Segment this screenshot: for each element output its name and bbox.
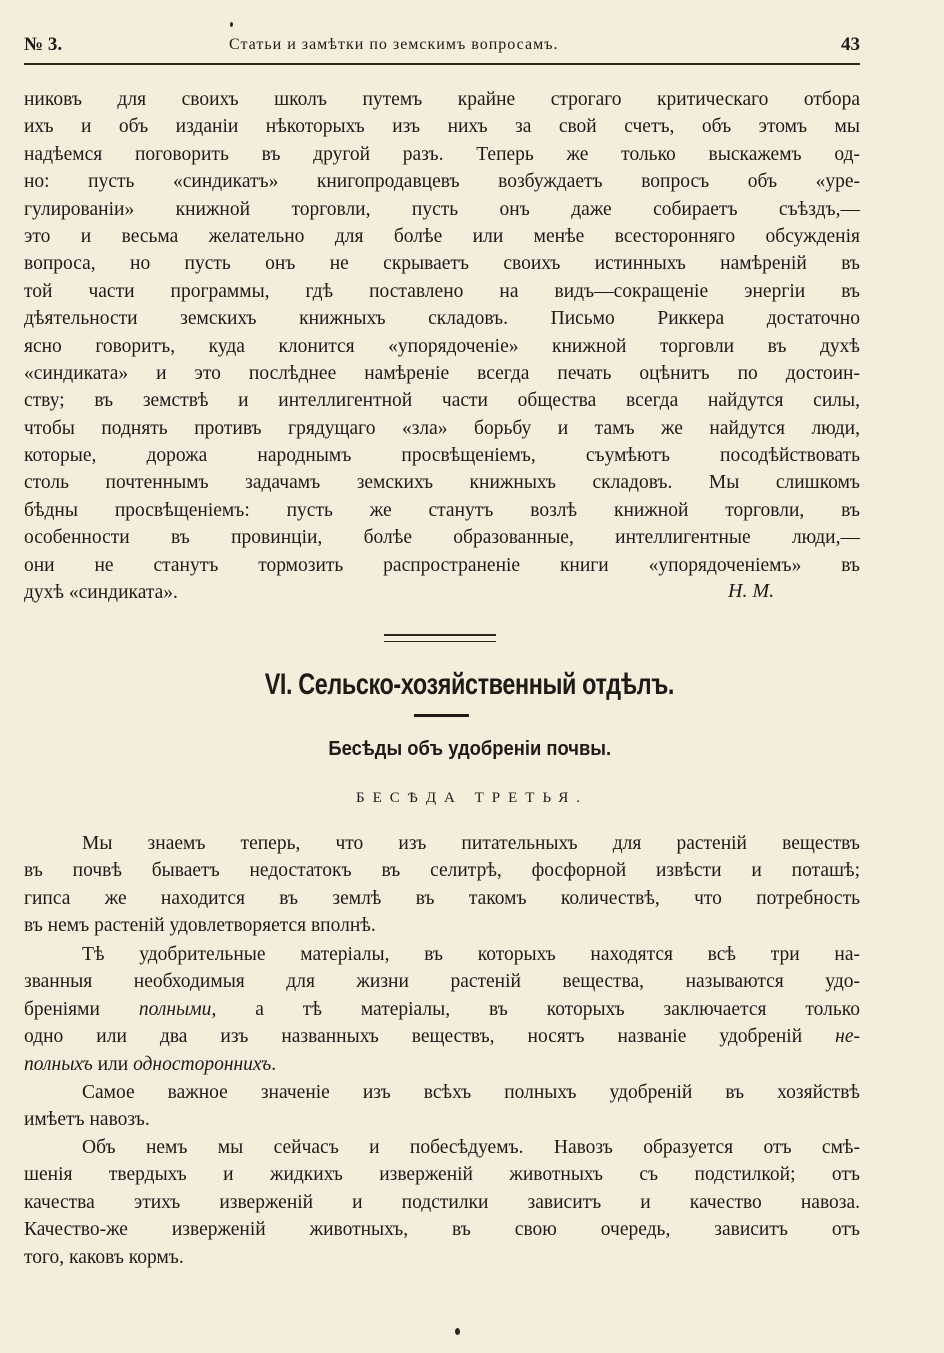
text-line: ству; въ земствѣ и интеллигентной части общества всегда найдутся силы, xyxy=(24,390,860,412)
text-line: шенія твердыхъ и жидкихъ изверженій животныхъ съ подстилкой; отъ xyxy=(24,1164,860,1186)
text-line: бѣдны просвѣщеніемъ: пусть же станутъ возлѣ книжной торговли, въ xyxy=(24,499,860,521)
paragraph-2 xyxy=(24,941,860,1078)
text-line: они не станутъ тормозить распространеніе книги «упорядоченіемъ» въ xyxy=(24,554,860,576)
text-line: того, каковъ кормъ. xyxy=(24,1246,184,1268)
text-line: имѣетъ навозъ. xyxy=(24,1109,150,1131)
talk-heading: БЕСѢДА ТРЕТЬЯ. xyxy=(355,790,589,806)
text-line: ихъ и объ изданіи нѣкоторыхъ изъ нихъ за свой счетъ, объ этомъ мы xyxy=(24,116,860,138)
header-title: Статьи и замѣтки по земскимъ вопросамъ. xyxy=(229,36,559,53)
article-ending xyxy=(24,86,860,606)
text-run: или xyxy=(92,1053,134,1075)
italic-term: полными xyxy=(138,998,212,1020)
header-rule xyxy=(24,63,860,65)
text-line: дѣятельности земскихъ книжныхъ складовъ. Письмо Риккера достаточно xyxy=(24,308,860,330)
paragraph-4 xyxy=(24,1134,860,1271)
section-divider xyxy=(384,634,496,642)
italic-term: не- xyxy=(835,1026,860,1048)
text-line: надѣемся поговорить въ другой разъ. Теперь же только выскажемъ од- xyxy=(24,143,860,165)
text-line: духѣ «синдиката». xyxy=(24,582,178,604)
page-number: 43 xyxy=(841,34,860,55)
text-line: но: пусть «синдикатъ» книгопродавцевъ возбуждаетъ вопросъ объ «уре- xyxy=(24,171,860,193)
text-line: особенности въ провинціи, болѣе образованные, интеллигентные люди,— xyxy=(24,527,860,549)
text-run: одно или два изъ названныхъ веществъ, носятъ названіе удобреній xyxy=(24,1026,836,1048)
paragraph-1 xyxy=(24,830,860,940)
italic-term: одностороннихъ xyxy=(133,1053,272,1075)
text-line: ясно говоритъ, куда клонится «упорядоченіе» книжной торговли въ духѣ xyxy=(24,335,860,357)
text-line: которые, дорожа народнымъ просвѣщеніемъ, съумѣютъ посодѣйствовать xyxy=(24,445,860,467)
print-speck xyxy=(455,1328,460,1335)
paragraph-3 xyxy=(24,1079,860,1134)
text-run: . xyxy=(271,1053,277,1075)
section-title: VI. Сельско-хозяйственный отдѣлъ. xyxy=(264,668,675,701)
text-line xyxy=(24,996,860,1023)
text-line: въ почвѣ бываетъ недостатокъ въ селитрѣ, фосфорной извѣсти и поташѣ; xyxy=(24,860,860,882)
text-run: , а тѣ матеріалы, въ которыхъ заключается только xyxy=(211,998,860,1020)
print-speck xyxy=(230,22,233,27)
text-line: званныя необходимыя для жизни растеній вещества, называются удо- xyxy=(24,971,860,993)
text-line: качества этихъ изверженій и подстилки зависитъ и качество навоза. xyxy=(24,1191,860,1213)
text-line xyxy=(24,1023,860,1050)
text-line: Объ немъ мы сейчасъ и побесѣдуемъ. Навозъ образуется отъ смѣ- xyxy=(82,1137,860,1158)
italic-term: полныхъ xyxy=(24,1053,93,1075)
text-line: столь почтеннымъ задачамъ земскихъ книжныхъ складовъ. Мы слишкомъ xyxy=(24,472,860,494)
text-line xyxy=(24,1051,860,1078)
text-line: гипса же находится въ землѣ въ такомъ количествѣ, что потребность xyxy=(24,887,860,909)
text-line: чтобы поднять противъ грядущаго «зла» борьбу и тамъ же найдутся люди, xyxy=(24,417,860,439)
text-line: Мы знаемъ теперь, что изъ питательныхъ для растеній веществъ xyxy=(82,833,860,854)
text-line: гулированіи» книжной торговли, пусть онъ даже собираетъ съѣздъ,— xyxy=(24,198,860,220)
text-line: Тѣ удобрительные матеріалы, въ которыхъ находятся всѣ три на- xyxy=(82,944,860,965)
running-header xyxy=(24,34,860,58)
article-title: Бесѣды объ удобреніи почвы. xyxy=(328,738,612,760)
author-signature: Н. М. xyxy=(728,580,775,602)
text-line: «синдиката» и это послѣднее намѣреніе всегда печать оцѣнитъ по достоин- xyxy=(24,362,860,384)
text-line: это и весьма желательно для болѣе или менѣе всесторонняго обсужденія xyxy=(24,225,860,247)
text-line: въ немъ растеній удовлетворяется вполнѣ. xyxy=(24,915,376,937)
text-line: вопроса, но пусть онъ не скрываетъ своихъ истинныхъ намѣреній въ xyxy=(24,253,860,275)
title-rule xyxy=(414,714,469,717)
text-run: бреніями xyxy=(24,998,139,1020)
text-line: Качество-же изверженій животныхъ, въ свою очередь, зависитъ отъ xyxy=(24,1219,860,1241)
text-line: Самое важное значеніе изъ всѣхъ полныхъ удобреній въ хозяйствѣ xyxy=(82,1082,860,1103)
text-line: никовъ для своихъ школъ путемъ крайне строгаго критическаго отбора xyxy=(24,89,860,110)
issue-number: № 3. xyxy=(24,34,63,55)
text-line: той части программы, гдѣ поставлено на видъ—сокращеніе энергіи въ xyxy=(24,280,860,302)
